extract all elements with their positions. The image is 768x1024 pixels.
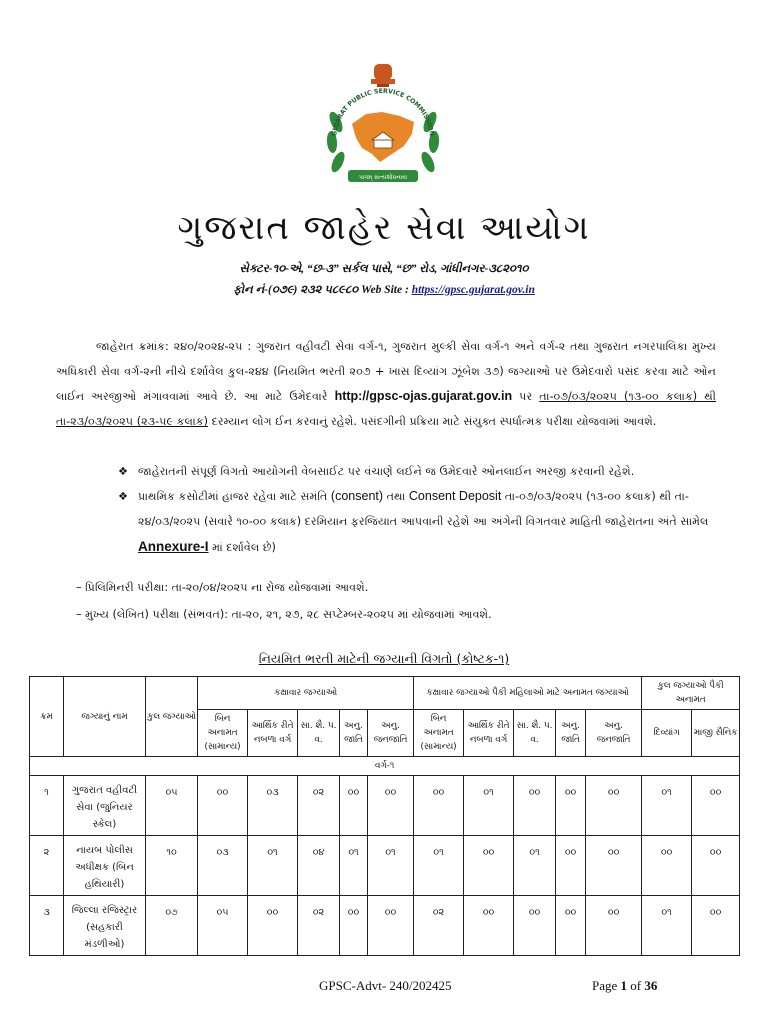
sub-header: અનુ. જનજાતિ — [368, 710, 414, 757]
office-address: સેક્ટર-૧૦-એ, “છ-૩” સર્કલ પાસે, “છ” રોડ, ગાંધીનગર-૩૮૨૦૧૦ — [239, 263, 529, 275]
row-value: ૦૦ — [556, 836, 586, 896]
ojas-link[interactable]: http://gpsc-ojas.gujarat.gov.in — [334, 389, 513, 403]
bullet-text-part: માં દર્શાવેલ છે) — [208, 541, 276, 554]
table-row — [30, 836, 740, 896]
bullet-text-part: પ્રાથમિક કસોટીમાં હાજર રહેવા માટે સમંતિ — [138, 490, 331, 503]
page-indicator — [592, 978, 657, 994]
row-value: ૦૨ — [414, 896, 464, 956]
lion-capital-icon — [371, 64, 395, 87]
advert-text-part2: પર — [512, 390, 533, 403]
row-value: ૦૦ — [464, 836, 514, 896]
sub-header: સા. શૈ. પ. વ. — [514, 710, 556, 757]
sub-header: અનુ. જાતિ — [340, 710, 368, 757]
table-caption-text: નિયમિત ભરતી માટેની જગ્યાની વિગતો (કોષ્ટક-૧) — [258, 651, 510, 666]
row-sr: ૨ — [30, 836, 64, 896]
row-total: ૦૫ — [146, 776, 198, 836]
sub-header: બિન અનામત (સામાન્ય) — [198, 710, 248, 757]
section-label: વર્ગ-૧ — [30, 757, 740, 776]
bullet-item — [118, 459, 718, 484]
prelim-exam-date: – પ્રિલિમિનરી પરીક્ષા: તા-૨૦/૦૪/૨૦૨૫ ના રોજ યોજવામાં આવશે. — [76, 581, 369, 594]
consent-term: (consent) — [330, 489, 384, 503]
sub-header: અનુ. જનજાતિ — [586, 710, 642, 757]
header-post-name: જગ્યાનું નામ — [64, 677, 146, 757]
header-category-posts: કક્ષાવાર જગ્યાઓ — [198, 677, 414, 710]
row-value: ૦૦ — [586, 836, 642, 896]
page-current: 1 — [620, 978, 628, 993]
page-of: of — [627, 978, 645, 993]
bullet-text-part: તા-૦૭/૦૩/૨૦૨૫ (૧૩-૦૦ કલાક) થી તા- ૨૪/૦૩/૨૦૨૫ (સવારે ૧૦-૦૦ કલાક) દરમિયાન ફરજિયાત આપવાની રહેશે આ અંગેની વિગતવાર માહિતી જાહેરાતના અંતે સામેલ — [138, 490, 709, 528]
annexure-link: Annexure-I — [138, 539, 209, 554]
sub-header: દિવ્યાંગ — [642, 710, 692, 757]
sub-header: આર્થિક રીતે નબળા વર્ગ — [248, 710, 298, 757]
phone-text: ફોન નં-(૦૭૯) ૨૩૨ ૫૮૯૮૦ Web Site : — [233, 284, 412, 296]
sub-header: બિન અનામત (સામાન્ય) — [414, 710, 464, 757]
table-body — [30, 757, 740, 956]
section-row — [30, 757, 740, 776]
row-value: ૦૫ — [198, 896, 248, 956]
row-value: ૦૨ — [298, 776, 340, 836]
row-value: ૦૦ — [340, 776, 368, 836]
header-women-posts: કક્ષાવાર જગ્યાઓ પૈકી મહિલાઓ માટે અનામત જગ્યાઓ — [414, 677, 642, 710]
row-total: ૧૦ — [146, 836, 198, 896]
row-value: ૦૨ — [298, 896, 340, 956]
row-total: ૦૭ — [146, 896, 198, 956]
row-value: ૦૦ — [248, 896, 298, 956]
row-value: ૦૦ — [368, 776, 414, 836]
instruction-bullets — [118, 459, 718, 560]
row-value: ૦૧ — [414, 836, 464, 896]
bullet-text: જાહેરાતની સંપૂર્ણ વિગતો આયોગની વેબસાઈટ પર વંચાણે લઈને જ ઉમેદવારે ઓનલાઈન અરજી કરવાની રહેશે. — [138, 465, 635, 478]
website-link[interactable]: https://gpsc.gujarat.gov.in — [411, 284, 535, 296]
sub-header: આર્થિક રીતે નબળા વર્ગ — [464, 710, 514, 757]
row-value: ૦૦ — [464, 896, 514, 956]
seal-motto: પાત્રમ્ સત્યશોધનાય — [358, 174, 408, 181]
row-value: ૦૦ — [514, 776, 556, 836]
advert-text-part3: દરમ્યાન લોગ ઈન કરવાનું રહેશે. પસંદગીની પ્રક્રિયા માટે સંયુક્ત સ્પર્ધાત્મક પરીક્ષા યોજવામાં આવશે. — [208, 415, 657, 428]
row-value: ૦૦ — [368, 896, 414, 956]
header-sr: ક્રમ — [30, 677, 64, 757]
row-value: ૦૦ — [340, 896, 368, 956]
page-word: Page — [592, 978, 621, 993]
row-value: ૦૦ — [692, 836, 740, 896]
advert-text-part1: જાહેરાત ક્રમાંક: ૨૪૦/૨૦૨૪-૨૫ : ગુજરાત વહીવટી સેવા વર્ગ-૧, ગુજરાત મુલ્કી સેવા વર્ગ-૧ અને વર્ગ-૨ તથા ગુજરાત નગરપાલિકા મુખ્ય અધિકારી સેવા વર્ગ-૨ની નીચે દર્શાવેલ કુલ-૨૪૪ (નિયમિત ભરતી ૨૦૭ + ખાસ દિવ્યાંગ ઝૂંબેશ ૩૭) જગ્યાઓ પર ઉમેદવારો પસંદ કરવા માટે ઓન લાઈન અરજીઓ મંગાવવામાં આવે છે. આ માટે ઉમેદવારે — [56, 340, 716, 403]
row-sr: ૩ — [30, 896, 64, 956]
bullet-item — [118, 484, 718, 560]
row-sr: ૧ — [30, 776, 64, 836]
row-value: ૦૦ — [586, 776, 642, 836]
consent-deposit-term: Consent Deposit — [408, 489, 502, 503]
row-value: ૦૦ — [692, 776, 740, 836]
row-post-name: ગુજરાત વહીવટી સેવા (જુનિયર સ્કેલ) — [64, 776, 146, 836]
row-value: ૦૧ — [248, 836, 298, 896]
posts-table — [29, 676, 740, 956]
row-value: ૦૦ — [198, 776, 248, 836]
header-total: કુલ જગ્યાઓ — [146, 677, 198, 757]
bullet-text-part: તથા — [383, 490, 409, 503]
row-value: ૦૦ — [514, 896, 556, 956]
row-value: ૦૧ — [514, 836, 556, 896]
seal-ring-text: GUJARAT PUBLIC SERVICE COMMISSION — [331, 87, 435, 137]
row-post-name: નાયબ પોલીસ અધીક્ષક (બિન હથિયારી) — [64, 836, 146, 896]
row-value: ૦૦ — [556, 896, 586, 956]
row-value: ૦૩ — [198, 836, 248, 896]
header-reserved-posts: કુલ જગ્યાઓ પૈકી અનામત — [642, 677, 740, 710]
table-row — [30, 776, 740, 836]
row-value: ૦૦ — [414, 776, 464, 836]
main-exam-date: – મુખ્ય (લેખિત) પરીક્ષા (સંભવત): તા-૨૦, ૨૧, ૨૭, ૨૮ સપ્ટેમ્બર-૨૦૨૫ માં યોજવામાં આવશે. — [76, 608, 492, 621]
diamond-bullet-icon: ❖ — [118, 490, 129, 503]
row-value: ૦૦ — [586, 896, 642, 956]
diamond-bullet-icon: ❖ — [118, 465, 129, 478]
sub-header: અનુ. જાતિ — [556, 710, 586, 757]
row-value: ૦૪ — [298, 836, 340, 896]
bullet-text — [138, 484, 718, 560]
gpsc-emblem — [322, 62, 444, 194]
row-value: ૦૧ — [642, 776, 692, 836]
row-value: ૦૧ — [368, 836, 414, 896]
row-value: ૦૧ — [464, 776, 514, 836]
page-total: 36 — [644, 978, 658, 993]
table-caption — [0, 651, 768, 667]
sub-header: માજી સૈનિક — [692, 710, 740, 757]
contact-line — [0, 284, 768, 297]
row-value: ૦૩ — [248, 776, 298, 836]
row-value: ૦૦ — [642, 836, 692, 896]
advert-number: GPSC-Advt- 240/202425 — [319, 978, 452, 993]
page-title: ગુજરાત જાહેર સેવા આયોગ — [177, 208, 591, 248]
table-row — [30, 896, 740, 956]
row-value: ૦૧ — [340, 836, 368, 896]
sub-header: સા. શૈ. પ. વ. — [298, 710, 340, 757]
row-value: ૦૧ — [642, 896, 692, 956]
row-value: ૦૦ — [692, 896, 740, 956]
row-value: ૦૦ — [556, 776, 586, 836]
advert-paragraph — [56, 334, 716, 434]
application-dates: તા-૦૭/૦૩/૨૦૨૫ (૧૩-૦૦ કલાક) થી તા-૨૩/૦૩/૨૦૨૫ (૨૩-૫૯ કલાક) — [56, 390, 716, 428]
row-post-name: જિલ્લા રજિસ્ટ્રાર (સહકારી મંડળીઓ) — [64, 896, 146, 956]
